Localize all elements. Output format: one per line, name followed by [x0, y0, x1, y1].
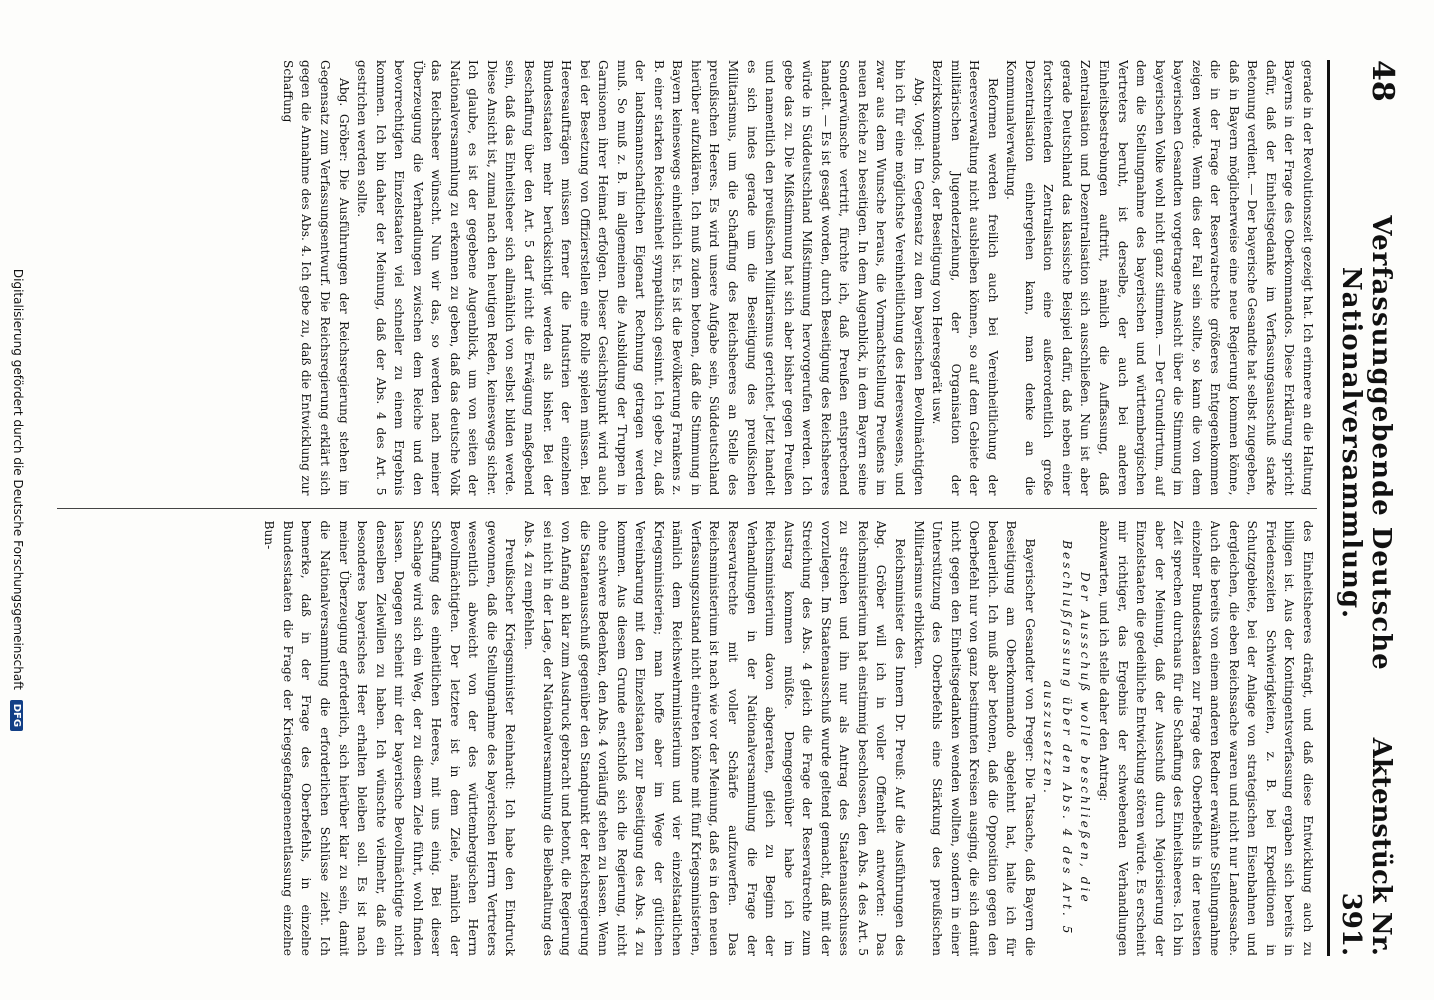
running-title: Verfassunggebende Deutsche Nationalversammlung.: [1336, 215, 1396, 671]
paragraph: Preußischer Kriegsminister Reinhardt: Ich habe den Eindruck gewonnen, daß die Stellungnahme des bayerischen Herrn Vertreters wesentlich abweicht von der des württembergischen Herrn Bevollmächtigten. Der letztere ist in dem Ziele, nämlich der Schaffung des einheitlichen Heeres, mit uns einig. Bei dieser Sachlage wird sich ein Weg, der zu diesem Ziele führt, wohl finden lassen. Dagegen scheint mir der bayerische Bevollmächtigte nicht denselben Zielwillen zu haben. Ich wünschte vielmehr, daß ein besonderes bayerisches Heer erhalten bleiben soll. Es ist nach meiner Überzeugung erforderlich, sich hierüber klar zu sein, damit die Nationalversammlung die erforderlichen Schlüsse zieht. Ich bemerke, daß in der Frage des Oberbefehls, in einzelne Bundesstaaten die Frage der Kriegsgefangenenentlassung einzelne Bun-: [262, 520, 518, 956]
paragraph: Reformen werden freilich auch bei Vereinheitlichung der Heeresverwaltung nicht ausbleiben können, so auf dem Gebiete der militärischen Jugenderziehung, der Organisation der Bezirkskommandos, der Beseitigung von Heeresgerät usw.: [930, 60, 1000, 496]
page-number: 48: [1365, 60, 1400, 102]
text-columns: [57, 60, 1317, 956]
paragraph: gerade in der Revolutionszeit gezeigt hat. Ich erinnere an die Haltung Bayerns in der Frage des Oberkommandos. Diese Erklärung spricht dafür, daß der Einheitsgedanke im Verfassungsausschuß starke Betonung verdient. — Der bayerische Gesandte hat selbst zugegeben, daß in Bayern möglicherweise eine neue Regierung kommen könne, die in der Frage der Reservatrechte größeres Entgegenkommen zeigen werde. Wenn dies der Fall sein sollte, so kann die von dem bayerischen Gesandten vorgetragene Ansicht über die Stimmung im bayerischen Volke wohl nicht ganz stimmen. — Der Grundirrtum, auf dem die Stellungnahme des bayerischen und württembergischen Vertreters beruht, ist derselbe, der auch bei anderen Einheitsbestrebungen auftritt, nämlich die Auffassung, daß Zentralisation und Dezentralisation sich ausschließen. Nun ist aber gerade Deutschland das klassische Beispiel dafür, daß neben einer fortschreitenden Zentralisation eine außerordentlich große Dezentralisation einhergehen kann, man denke an die Kommunalverwaltung.: [1004, 60, 1315, 496]
paragraph: Abg. Vogel: Im Gegensatz zu dem bayerischen Bevollmächtigten bin ich für eine möglichste Vereinheitlichung des Heereswesens, und zwar aus dem Wunsche heraus, die Vormachtstellung Preußens im neuen Reiche zu beseitigen. In dem Augenblick, in dem Bayern seine Sonderwünsche vertritt, fürchte ich, daß Preußen entsprechend handelt. — Es ist gesagt worden, durch Beseitigung des Reichsheeres würde in Süddeutschland Mißstimmung hervorgerufen werden. Ich gebe das zu. Die Mißstimmung hat sich aber bisher gegen Preußen und namentlich den preußischen Militarismus gerichtet. Jetzt handelt es sich indes gerade um die Beseitigung des preußischen Militarismus, um die Schaffung des Reichsheeres an Stelle des preußischen Heeres. Es wird unsere Aufgabe sein, Süddeutschland hierüber aufzuklären. Ich muß zudem betonen, daß die Stimmung in Bayern keineswegs einheitlich ist. Es ist die Bevölkerung Frankens z. B. einer starken Reichseinheit sympathisch gesinnt. Ich gebe zu, daß der landsmannschaftlichen Eigenart Rechnung getragen werden muß. So muß z. B. im allgemeinen die Ausbildung der Truppen in Garnisonen ihrer Heimat erfolgen. Dieser Gesichtspunkt wird auch bei der Besetzung von Offizierstellen eine Rolle spielen müssen. Bei Heeresaufträgen müssen ferner die Industrien der einzelnen Bundesstaaten mehr berücksichtigt werden als bisher. Bei der Beschaffung über den Art. 5 darf nicht die Erwägung maßgebend sein, daß das Einheitsheer sich allmählich von selbst bilden werde. Diese Ansicht ist, zumal nach den heutigen Reden, keineswegs sicher. Ich glaube, es ist der gegebene Augenblick, um von seiten der Nationalversammlung zu erkennen zu geben, daß das deutsche Volk das Reichsheer wünscht. Nun wir das, so werden nach meiner Überzeugung die Verhandlungen zwischen dem Reiche und den bevorrechtigten Einzelstaaten viel schneller zu einem Ergebnis kommen. Ich bin daher der Meinung, daß der Abs. 4 des Art. 5 gestrichen werden sollte.: [355, 60, 926, 496]
digitization-credit: [10, 0, 25, 1000]
document-label: Aktenstück Nr. 391.: [1336, 737, 1396, 956]
right-column: [57, 521, 1317, 957]
paragraph: Reichsminister des Innern Dr. Preuß: Auf die Ausführungen des Abg. Gröber will ich in voller Offenheit antworten: Das Reichsministerium hat einstimmig beschlossen, den Abs. 4 des Art. 5 zu streichen und ihn nur als Antrag des Staatenausschusses vorzulegen. Im Staatenausschuß wurde geltend gemacht, daß mit der Streichung des Abs. 4 gleich die Frage der Reservatrechte zum Austrag kommen müßte. Demgegenüber habe ich im Reichsministerium davon abgeraten, gleich zu Beginn der Verhandlungen in der Nationalversammlung die Frage der Reservatrechte mit voller Schärfe aufzuwerfen. Das Reichsministerium ist nach wie vor der Meinung, daß es in den neuen Verfassungszustand nicht eintreten könne mit fünf Kriegsministerien, nämlich dem Reichswehrministerium und vier einzelstaatlichen Kriegsministerien; man hoffe aber im Wege der gütlichen Vereinbarung mit den Einzelstaaten zur Beseitigung des Abs. 4 zu kommen. Aus diesem Grunde entschloß sich die Regierung, nicht ohne schwere Bedenken, den Abs. 4 vorläufig stehen zu lassen. Wenn die Staatenausschuß gegenüber den Standpunkt der Reichsregierung von Anfang an klar zum Ausdruck gebracht und betont, die Regierung sei nicht in der Lage, der Nationalversammlung die Beibehaltung des Abs. 4 zu empfehlen.: [522, 520, 907, 956]
paragraph: Abg. Gröber: Die Ausführungen der Reichsregierung stehen im Gegensatz zum Verfassungsentwurf. Die Reichsregierung erklärt sich gegen die Annahme des Abs. 4. Ich gebe zu, daß die Entwicklung zur Schaffung: [280, 60, 351, 496]
motion-text: Der Ausschuß wolle beschließen, die Beschlußfassung über den Abs. 4 des Art. 5 auszusetzen.: [1041, 540, 1093, 937]
paragraph: Bayerischer Gesandter von Preger: Die Tatsache, daß Bayern die Beseitigung am Oberkommando abgelehnt hat, halte ich für bedauerlich. Ich muß aber betonen, daß die Opposition gegen den Oberbefehl nur von ganz bestimmten Kreisen ausging, die sich damit nicht gegen den Einheitsgedanken wenden wollten, sondern in einer Unterstützung des Oberbefehls eine Stärkung des preußischen Militarismus erblickten.: [911, 520, 1037, 956]
paragraph: des Einheitsheeres drängt, und daß diese Entwicklung auch zu billigen ist. Aus der Kontingentsverfassung ergaben sich bereits in Friedenszeiten Schwierigkeiten, z. B. bei Expeditionen in Schutzgebiete, bei der Anlage von strategischen Eisenbahnen und dergleichen, die eben Reichssache waren und nicht nur Landessache. Auch die bereits von einem anderen Redner erwähnte Stellungnahme einzelner Bundesstaaten zur Frage des Oberbefehls in der neuesten Zeit sprechen durchaus für die Schaffung des Einheitsheeres. Ich bin aber der Meinung, daß der Ausschuß durch Majorisierung der Einzelstaaten die gedeihliche Entwicklung stören würde. Es erscheint mir richtiger, das Ergebnis der schwebenden Verhandlungen abzuwarten, und ich stelle daher den Antrag:: [1096, 520, 1315, 956]
dfg-logo-icon: DFG: [10, 700, 23, 731]
column-divider: [57, 508, 1317, 509]
page-header: [1327, 60, 1408, 956]
left-column: [57, 60, 1317, 496]
credit-text: Digitalisierung gefördert durch die Deutsche Forschungsgemeinschaft: [11, 268, 25, 690]
